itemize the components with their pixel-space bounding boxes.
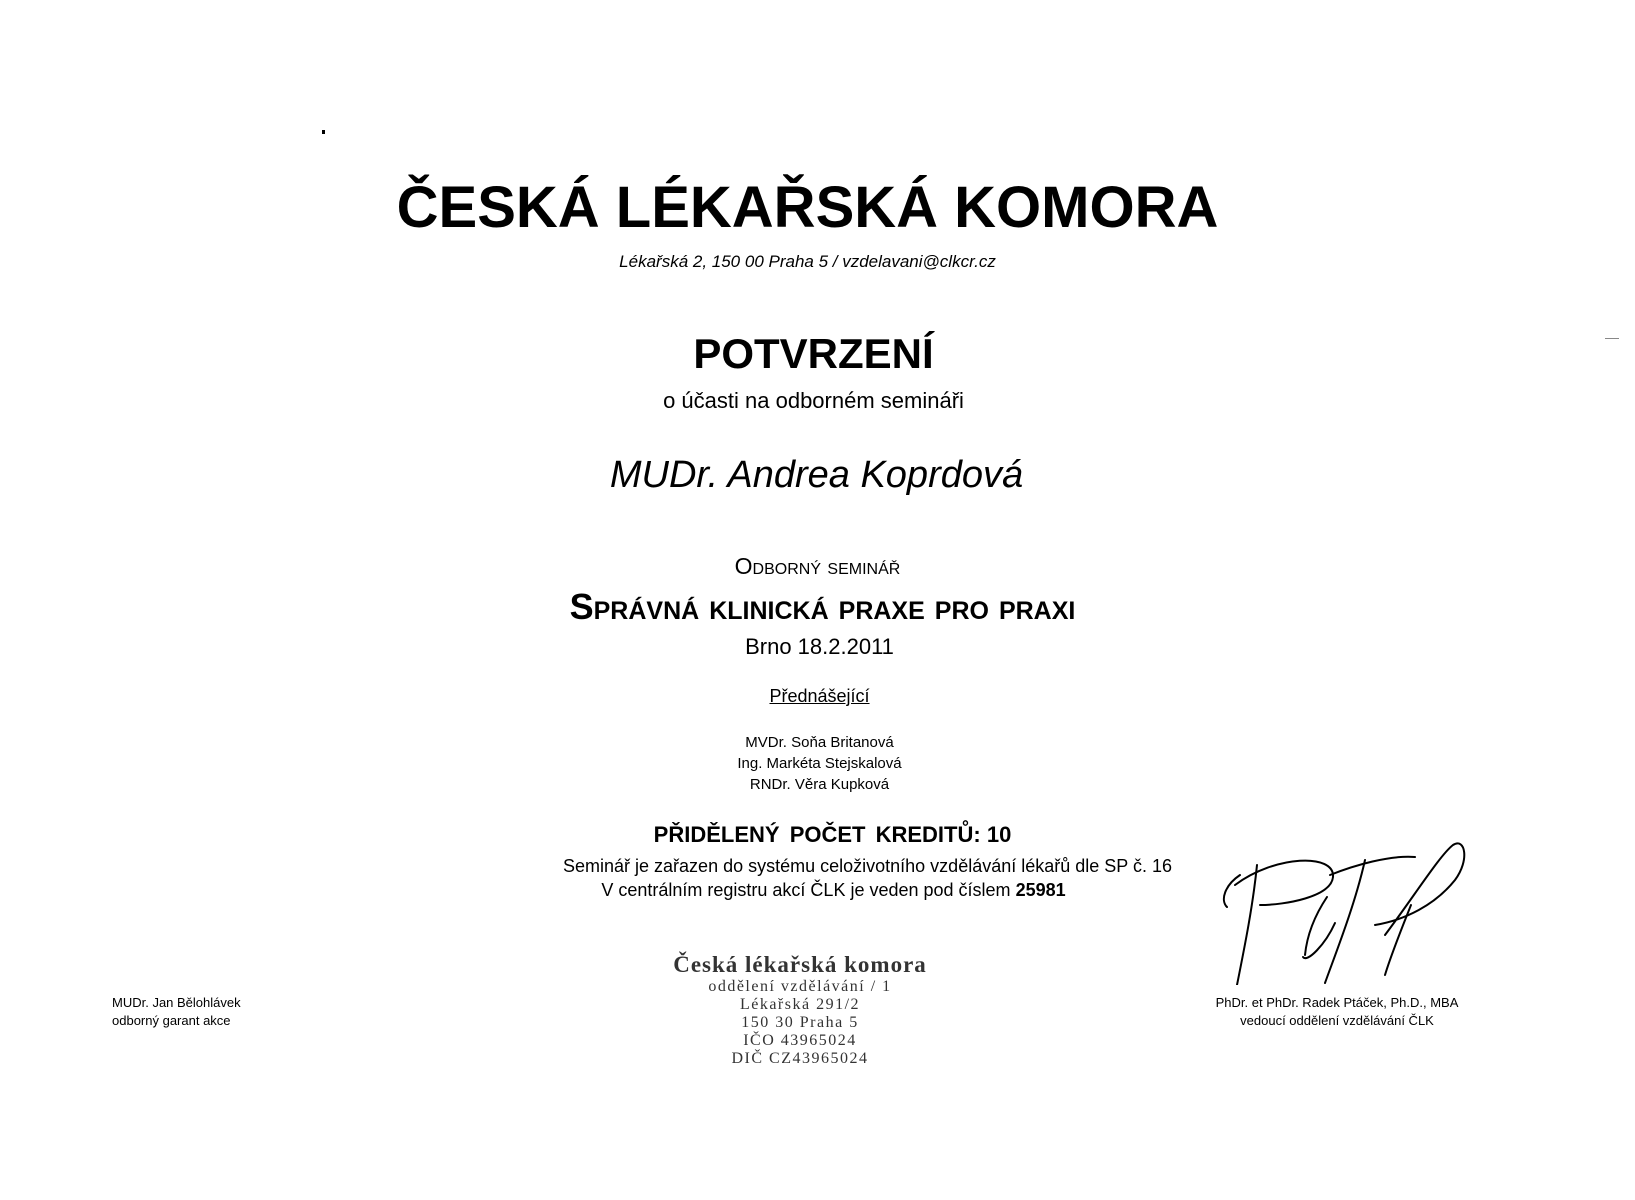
- left-signatory: [112, 994, 241, 1030]
- lecturer-name: MVDr. Soňa Britanová: [745, 734, 894, 751]
- document-title: POTVRZENÍ: [693, 330, 934, 377]
- seminar-type: Odborný seminář: [734, 553, 901, 579]
- registry-prefix: V centrálním registru akcí ČLK je veden pod číslem: [601, 880, 1011, 900]
- organization-name: ČESKÁ LÉKAŘSKÁ KOMORA: [396, 175, 1219, 240]
- right-signatory-name: PhDr. et PhDr. Radek Ptáček, Ph.D., MBA: [1215, 995, 1459, 1010]
- registry-number: 25981: [1015, 880, 1066, 900]
- organization-address: Lékařská 2, 150 00 Praha 5 / vzdelavani@clkcr.cz: [619, 252, 996, 271]
- stamp-line: DIČ CZ43965024: [731, 1050, 869, 1067]
- right-signatory-role: vedoucí oddělení vzdělávání ČLK: [1240, 1013, 1434, 1028]
- lecturers-list: [2, 732, 1635, 795]
- stamp-line: oddělení vzdělávání / 1: [708, 978, 892, 995]
- document-subtitle: o účasti na odborném semináři: [663, 388, 964, 413]
- credits-label: PŘIDĚLENÝ POČET KREDITŮ:: [653, 822, 981, 847]
- scan-speck: [322, 130, 325, 134]
- stamp-line: Lékařská 291/2: [739, 996, 861, 1013]
- lecturer-name: Ing. Markéta Stejskalová: [737, 755, 902, 772]
- stamp-line: IČO 43965024: [743, 1032, 857, 1049]
- left-signatory-role: odborný garant akce: [112, 1013, 231, 1028]
- participant-name: MUDr. Andrea Koprdová: [609, 454, 1024, 496]
- stamp-title: Česká lékařská komora: [673, 952, 927, 977]
- organization-stamp: [640, 952, 960, 1068]
- seminar-title: Správná klinická praxe pro praxi: [569, 586, 1076, 627]
- handwritten-signature: [1215, 835, 1475, 985]
- right-signatory: [1172, 994, 1502, 1030]
- left-signatory-name: MUDr. Jan Bělohlávek: [112, 995, 241, 1010]
- stamp-line: 150 30 Praha 5: [741, 1014, 859, 1031]
- lecturer-name: RNDr. Věra Kupková: [749, 776, 890, 793]
- lecturers-heading: Přednášející: [769, 686, 870, 706]
- system-note: Seminář je zařazen do systému celoživotního vzdělávání lékařů dle SP č. 16: [563, 856, 1172, 876]
- credits-value: 10: [986, 822, 1012, 847]
- seminar-place-date: Brno 18.2.2011: [745, 634, 894, 659]
